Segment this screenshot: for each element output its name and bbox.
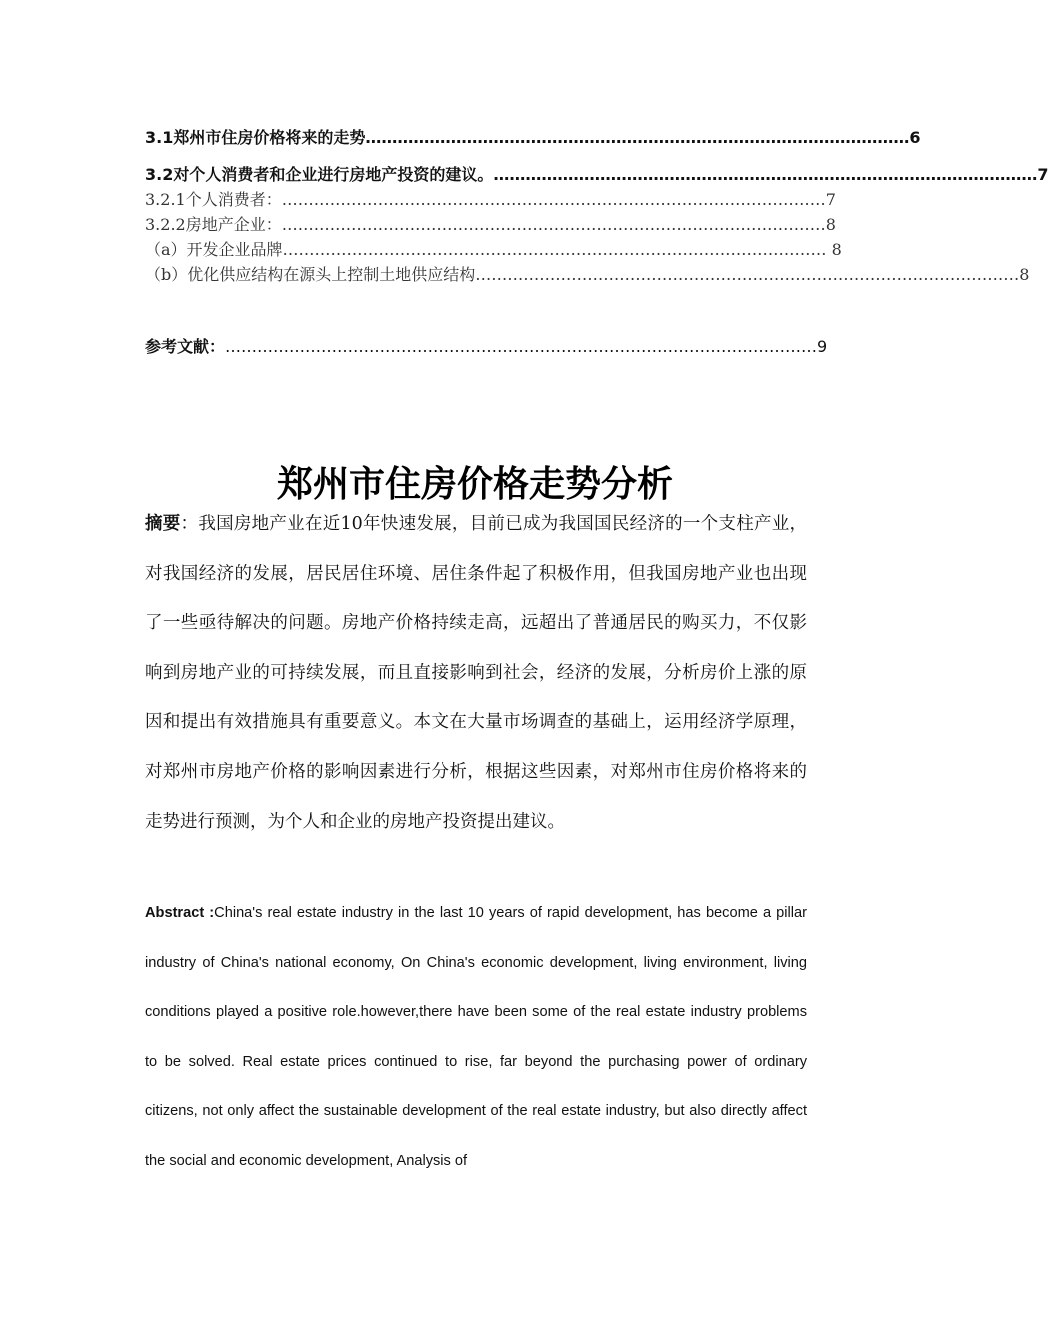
toc-entry[interactable]: [145, 213, 836, 237]
toc-page-number: 8: [826, 240, 842, 259]
toc-entry-label: 3.2.1个人消费者：: [145, 190, 282, 209]
toc-entry-references[interactable]: [145, 335, 828, 359]
toc-entry-label: 3.1郑州市住房价格将来的走势: [145, 128, 366, 147]
english-abstract-label: Abstract :: [145, 905, 215, 921]
toc-page-number: 7: [1037, 165, 1049, 184]
chinese-abstract-label: 摘要: [145, 514, 181, 534]
toc-page-number: 8: [825, 215, 836, 234]
toc-entry[interactable]: [145, 263, 1030, 287]
toc-page-number: 7: [825, 190, 836, 209]
toc-page-number: 9: [817, 337, 828, 356]
english-abstract-body: China's real estate industry in the last 10 years of rapid development, has become a pillar industry of China's national economy, On China's economic development, living environment, living conditions played a positive role.however,there have been some of the real estate industry problems to be solved. Real estate prices continued to rise, far beyond the purchasing power of ordinary citizens, not only affect the sustainable development of the real estate industry, but also directly affect the social and economic development, Analysis of: [145, 905, 807, 1169]
toc-entry-label: 3.2对个人消费者和企业进行房地产投资的建议。: [145, 165, 494, 184]
toc-entry-label: （a）开发企业品牌: [145, 240, 283, 259]
toc-leader-dots: …………………………………………………………………………………………: [493, 165, 1038, 184]
toc-page-number: 6: [909, 128, 921, 147]
chinese-abstract-body: 我国房地产业在近10年快速发展，目前已成为我国国民经济的一个支柱产业，对我国经济的发展，居民居住环境、居住条件起了积极作用，但我国房地产业也出现了一些亟待解决的问题。房地产价格持续走高，远超出了普通居民的购买力，不仅影响到房地产业的可持续发展，而且直接影响到社会，经济的发展，分析房价上涨的原因和提出有效措施具有重要意义。本文在大量市场调查的基础上，运用经济学原理，对郑州市房地产价格的影响因素进行分析，根据这些因素，对郑州市住房价格将来的走势进行预测，为个人和企业的房地产投资提出建议。: [145, 514, 808, 832]
toc-leader-dots: …………………………………………………………………………………………………: [225, 337, 818, 356]
toc-entry-label: 参考文献：: [145, 337, 226, 356]
toc-entry-label: 3.2.2房地产企业：: [145, 215, 282, 234]
toc-leader-dots: …………………………………………………………………………………………: [365, 128, 910, 147]
document-title: 郑州市住房价格走势分析: [276, 464, 673, 505]
toc-leader-dots: …………………………………………………………………………………………: [475, 265, 1020, 284]
toc-page-number: 8: [1019, 265, 1030, 284]
chinese-abstract: [145, 500, 807, 847]
toc-entry[interactable]: [145, 126, 921, 150]
toc-entry[interactable]: [145, 238, 842, 262]
toc-entry[interactable]: [145, 163, 1049, 187]
toc-entry[interactable]: [145, 188, 836, 212]
chinese-abstract-separator: ：: [180, 514, 199, 534]
toc-leader-dots: …………………………………………………………………………………………: [281, 190, 826, 209]
toc-entry-label: （b）优化供应结构在源头上控制土地供应结构: [145, 265, 476, 284]
toc-leader-dots: …………………………………………………………………………………………: [282, 240, 827, 259]
english-abstract: [145, 889, 807, 1187]
toc-leader-dots: …………………………………………………………………………………………: [281, 215, 826, 234]
